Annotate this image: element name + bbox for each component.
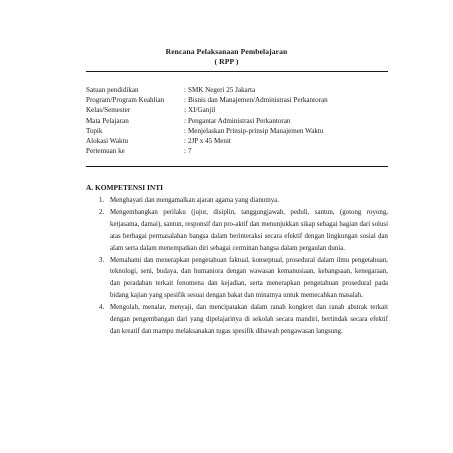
info-label: Pertemuan ke [86,147,125,156]
info-value: Pengantar Administrasi Perkantoran [188,116,291,125]
info-separator: : [184,126,186,135]
info-separator: : [184,147,186,156]
identity-table [86,85,391,156]
section-heading-kompetensi-inti: A. KOMPETENSI INTI [86,183,163,192]
info-row-satuan-pendidikan [86,85,391,95]
kompetensi-inti-list [86,195,388,338]
info-row-kelas-semester [86,105,391,115]
info-row-pertemuan-ke [86,146,391,156]
info-label: Kelas/Semester [86,106,131,115]
info-value: Menjelaskan Prinsip-prinsip Manajemen Waktu [188,126,324,135]
info-value: SMK Negeri 25 Jakarta [188,86,256,94]
list-item [86,207,388,255]
list-item [86,195,388,207]
info-label: Alokasi Waktu [86,136,129,145]
info-separator: : [184,96,186,105]
list-item [86,255,388,303]
document-title: Rencana Pelaksanaan Pembelajaran [165,47,288,56]
info-label: Program/Program Keahlian [86,96,165,105]
identity-divider [86,166,388,167]
list-item-number: 1. [99,197,105,204]
list-item-text: Menghayati dan mengamalkan ajaran agama yang dianutnya. [110,197,279,204]
list-item-number: 4. [99,304,105,312]
info-label: Topik [86,126,103,135]
info-value: XI/Ganjil [188,106,216,115]
info-value: 2JP x 45 Menit [188,136,231,145]
info-separator: : [184,136,186,145]
list-item-number: 3. [99,256,105,264]
info-label: Mata Pelajaran [86,116,129,125]
info-row-alokasi-waktu [86,136,391,146]
list-item-number: 2. [99,208,105,216]
list-item-text: Memahami dan menerapkan pengetahuan faktual, konseptual, prosedural dalam ilmu pengetahuan, teknologi, seni, budaya, dan humaniora dengan wawasan kemanusiaan, kebangsaan, kenegaraan, dan peradaban terkait fenomena dan kejadian, serta menerapkan pengetahuan prosedural pada bidang kajian yang spesifik sesuai dengan bakat dan minatnya untuk memecahkan masalah. [110,256,388,300]
list-item-text: Mengolah, menalar, menyaji, dan mencipatakan dalam ranah kongkret dan ranah abstrak terkait dengan pengembangan dari yang dipelajarinya di sekolah secara mandiri, bertindak secara efektif dan kreatif dan mampu melaksanakan tugas spesifik dibawah pengawasan langsung. [110,304,388,335]
info-value: 7 [188,147,192,156]
info-separator: : [184,106,186,115]
info-label: Satuan pendidikan [86,86,139,94]
document-subtitle: ( RPP ) [214,57,239,66]
header-divider [86,71,388,72]
info-row-mata-pelajaran [86,116,391,126]
info-separator: : [184,116,186,125]
info-row-topik [86,126,391,136]
info-row-program-keahlian [86,95,391,105]
list-item-text: Mengembangkan perilaku (jujur, disiplin, tanggungjawab, peduli, santun, (gotong royong, ketjasama, damai), santun, responsif dan pro-aktif dan menunjukkan sikap sebagai bagian dari solusi atas berbagai permasalahan bangsa dalam berinteraksi secara efektif dengan lingkungan sosial dan alam serta dalam menempatkan diri sebagai cerminan bangsa dalam pergaulan dunia. [110,208,388,252]
list-item [86,302,388,338]
info-separator: : [184,86,186,94]
info-value: Bisnis dan Manajemen/Administrasi Perkantoran [188,96,328,105]
